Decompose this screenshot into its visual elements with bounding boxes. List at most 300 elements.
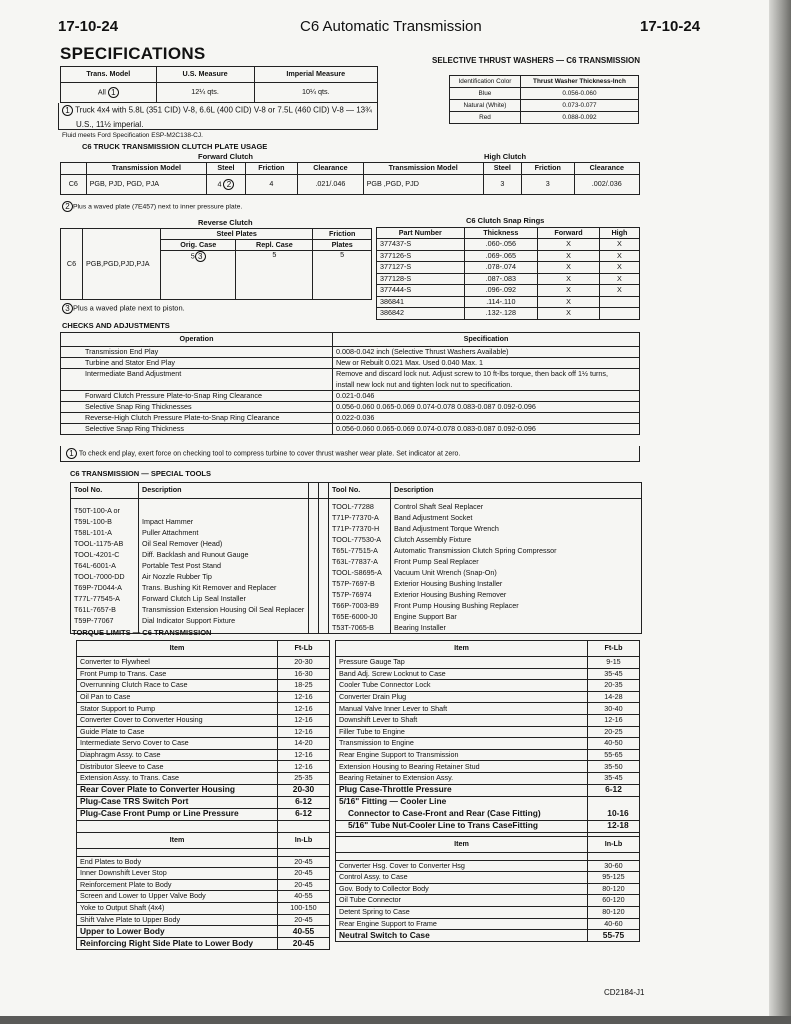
tool-description: Portable Test Post Stand — [142, 561, 221, 570]
torque-row — [77, 726, 330, 738]
torque-row — [77, 761, 330, 773]
torque-row — [336, 680, 640, 692]
spacer-row — [77, 848, 330, 856]
col-us-measure: U.S. Measure — [156, 67, 254, 83]
torque-row — [336, 906, 640, 918]
snap-ring-table — [376, 227, 640, 320]
tool-number: T59P-77067 — [74, 616, 114, 625]
forward-mark: X — [538, 239, 600, 251]
tool-number: T63L-77837-A — [332, 557, 378, 566]
torque-row — [336, 860, 640, 872]
tool-description: Clutch Assembly Fixture — [394, 535, 472, 544]
page-title: SPECIFICATIONS — [60, 44, 206, 63]
torque-right-table — [335, 640, 640, 942]
col-item: Item — [77, 641, 278, 657]
torque-item: Downshift Lever to Shaft — [336, 714, 588, 726]
high-mark: X — [599, 250, 639, 262]
torque-row — [77, 738, 330, 750]
operation-text — [61, 380, 333, 391]
tool-number: T77L-77545-A — [74, 594, 120, 603]
torque-row-bold — [77, 926, 330, 938]
torque-value: 10-16 — [588, 808, 640, 820]
col-unit: Ft-Lb — [588, 641, 640, 657]
model-list: PGB ,PGD, PJD — [363, 175, 483, 195]
special-tools-title: C6 TRANSMISSION — SPECIAL TOOLS — [70, 469, 211, 478]
tool-number: T61L-7657-B — [74, 605, 116, 614]
col-trans-model: Trans. Model — [61, 67, 157, 83]
torque-item: Oil Tube Connector — [336, 895, 588, 907]
torque-row — [336, 895, 640, 907]
tool-number: TOOL-7000-DD — [74, 572, 125, 581]
tool-description: Front Pump Housing Bushing Replacer — [394, 601, 519, 610]
spacer-cell — [77, 820, 278, 832]
torque-item: Screen and Lower to Upper Valve Body — [77, 891, 278, 903]
torque-item: Bearing Retainer to Extension Assy. — [336, 772, 588, 784]
footnote-marker: 2 — [62, 201, 73, 212]
plates-header: Plates — [313, 240, 372, 251]
col-unit: In-Lb — [278, 832, 330, 848]
torque-header-row — [336, 836, 640, 852]
torque-value: 6-12 — [278, 808, 330, 820]
tool-description: Exterior Housing Bushing Installer — [394, 579, 503, 588]
reverse-model-list: PGB,PGD,PJD,PJA — [83, 229, 161, 300]
clutch-plate-table — [60, 162, 640, 195]
washer-color: Red — [450, 112, 521, 124]
checks-note — [66, 448, 460, 459]
tool-description: Impact Hammer — [142, 517, 194, 526]
snap-ring-row — [377, 262, 640, 274]
torque-item: Neutral Switch to Case — [336, 930, 588, 942]
washer-thickness: 0.056-0.060 — [520, 88, 638, 100]
tool-number: TOOL-77530-A — [332, 535, 382, 544]
torque-value: 12-16 — [278, 726, 330, 738]
torque-value: 55-75 — [588, 930, 640, 942]
part-number: 386841 — [377, 296, 465, 308]
torque-value: 12-16 — [278, 761, 330, 773]
special-tools-table — [70, 482, 642, 634]
high-mark: X — [599, 273, 639, 285]
thrust-washer-table — [449, 75, 639, 124]
washer-color: Natural (White) — [450, 100, 521, 112]
check-row — [61, 380, 640, 391]
part-number: 377126-S — [377, 250, 465, 262]
torque-item: Band Adj. Screw Locknut to Case — [336, 668, 588, 680]
col-clearance: Clearance — [574, 163, 639, 175]
torque-value: 80-120 — [588, 883, 640, 895]
torque-value: 9-15 — [588, 657, 640, 669]
torque-row-bold — [77, 784, 330, 796]
tool-description: Engine Support Bar — [394, 612, 457, 621]
torque-item: Pressure Gauge Tap — [336, 657, 588, 669]
torque-value: 40-50 — [588, 738, 640, 750]
torque-row — [77, 772, 330, 784]
torque-item: Rear Engine Support to Transmission — [336, 749, 588, 761]
torque-value: 95-125 — [588, 872, 640, 884]
tool-number: TOOL-S8695-A — [332, 568, 382, 577]
torque-item: Reinforcing Right Side Plate to Lower Body — [77, 938, 278, 950]
tools-right-descriptions — [391, 499, 642, 634]
operation-text: Turbine and Stator End Play — [61, 358, 333, 369]
tool-description: Vacuum Unit Wrench (Snap-On) — [394, 568, 497, 577]
friction-count: 4 — [245, 175, 298, 195]
torque-value: 12-16 — [278, 749, 330, 761]
figure-code: CD2184-J1 — [604, 988, 645, 997]
col-friction: Friction — [245, 163, 298, 175]
note-2 — [62, 201, 242, 212]
washer-thickness: 0.073-0.077 — [520, 100, 638, 112]
check-row — [61, 413, 640, 424]
torque-row — [77, 749, 330, 761]
tool-number: TOOL-4201-C — [74, 550, 120, 559]
page-header-title: C6 Automatic Transmission — [300, 18, 482, 35]
operation-text: Selective Snap Ring Thicknesses — [61, 402, 333, 413]
col-tool-no: Tool No. — [329, 483, 391, 499]
footnote-marker: 3 — [195, 251, 206, 262]
torque-value: 30-60 — [588, 860, 640, 872]
tool-number: T50T-100-A or — [74, 506, 120, 515]
page-binding-edge — [769, 0, 791, 1024]
tool-number: T66P-7003-B9 — [332, 601, 379, 610]
tool-number: T65E-6000-J0 — [332, 612, 378, 621]
torque-item: Transmission to Engine — [336, 738, 588, 750]
specification-text: install new lock nut and tighten lock nut to specification. — [333, 380, 640, 391]
check-row — [61, 369, 640, 380]
trans-model-cell — [61, 83, 157, 103]
torque-item: 5/16" Fitting — Cooler Line — [336, 796, 588, 808]
snap-ring-row — [377, 250, 640, 262]
torque-item: Converter to Flywheel — [77, 657, 278, 669]
col-forward: Forward — [538, 228, 600, 239]
torque-value: 40-55 — [278, 891, 330, 903]
col-transmission-model: Transmission Model — [86, 163, 207, 175]
torque-row — [336, 749, 640, 761]
footnote-marker: 1 — [62, 105, 73, 116]
torque-value: 14-28 — [588, 691, 640, 703]
note-3 — [62, 303, 185, 314]
snap-ring-row — [377, 273, 640, 285]
torque-item: Manual Valve Inner Lever to Shaft — [336, 703, 588, 715]
tool-description: Forward Clutch Lip Seal Installer — [142, 594, 246, 603]
torque-row — [77, 879, 330, 891]
operation-text: Forward Clutch Pressure Plate-to-Snap Ring Clearance — [61, 391, 333, 402]
torque-value: 20-30 — [278, 784, 330, 796]
reverse-model-code: C6 — [61, 229, 83, 300]
operation-text: Intermediate Band Adjustment — [61, 369, 333, 380]
torque-item: Connector to Case-Front and Rear (Case Fitting) — [336, 808, 588, 820]
col-part-number: Part Number — [377, 228, 465, 239]
spacer-cell — [336, 852, 588, 860]
note-2-text: Plus a waved plate (7E457) next to inner pressure plate. — [73, 203, 243, 211]
repl-case-header: Repl. Case — [236, 240, 313, 251]
clutch-plate-title: C6 TRUCK TRANSMISSION CLUTCH PLATE USAGE — [82, 142, 268, 151]
tool-number: T58L-101-A — [74, 528, 112, 537]
torque-title: TORQUE LIMITS — C6 TRANSMISSION — [72, 628, 212, 637]
operation-text: Reverse-High Clutch Pressure Plate-to-Snap Ring Clearance — [61, 413, 333, 424]
torque-row — [77, 856, 330, 868]
tool-description: Band Adjustment Socket — [394, 513, 473, 522]
check-row — [61, 391, 640, 402]
torque-item: Gov. Body to Collector Body — [336, 883, 588, 895]
torque-row — [336, 691, 640, 703]
torque-item: Rear Engine Support to Frame — [336, 918, 588, 930]
steel-plates-header: Steel Plates — [161, 229, 313, 240]
torque-row — [77, 902, 330, 914]
torque-item: Yoke to Output Shaft (4x4) — [77, 902, 278, 914]
torque-header-row — [336, 641, 640, 657]
footnote-marker: 3 — [62, 303, 73, 314]
footnote-marker: 1 — [66, 448, 77, 459]
col-steel: Steel — [207, 163, 245, 175]
specification-text: New or Rebuilt 0.021 Max. Used 0.040 Max. 1 — [333, 358, 640, 369]
orig-case-header: Orig. Case — [161, 240, 236, 251]
friction-count: 3 — [521, 175, 574, 195]
torque-item: Extension Assy. to Trans. Case — [77, 772, 278, 784]
torque-item: Cooler Tube Connector Lock — [336, 680, 588, 692]
torque-item: Converter Hsg. Cover to Converter Hsg — [336, 860, 588, 872]
snap-ring-row — [377, 296, 640, 308]
friction-plates-value: 5 — [313, 251, 372, 300]
operation-text: Selective Snap Ring Thickness — [61, 424, 333, 435]
torque-item: Reinforcement Plate to Body — [77, 879, 278, 891]
torque-item: Plug Case-Throttle Pressure — [336, 784, 588, 796]
col-item: Item — [336, 641, 588, 657]
col-specification: Specification — [333, 333, 640, 347]
torque-value: 14-20 — [278, 738, 330, 750]
torque-item: Rear Cover Plate to Converter Housing — [77, 784, 278, 796]
tool-description: Oil Seal Remover (Head) — [142, 539, 223, 548]
torque-item: Inner Downshift Lever Stop — [77, 868, 278, 880]
torque-item: Front Pump to Trans. Case — [77, 668, 278, 680]
forward-clutch-label: Forward Clutch — [198, 152, 254, 161]
tool-number: TOOL-77288 — [332, 502, 374, 511]
high-mark — [599, 296, 639, 308]
tool-description: Exterior Housing Bushing Remover — [394, 590, 507, 599]
checks-title: CHECKS AND ADJUSTMENTS — [62, 321, 170, 330]
check-row — [61, 402, 640, 413]
torque-value: 20-45 — [278, 856, 330, 868]
tool-number: T69P-7D044-A — [74, 583, 122, 592]
tool-number: T71P-77370-H — [332, 524, 380, 533]
ring-thickness: .060-.056 — [464, 239, 538, 251]
ring-thickness: .078-.074 — [464, 262, 538, 274]
part-number: 377437-S — [377, 239, 465, 251]
spacer-cell — [278, 820, 330, 832]
us-measure-cell: 12¼ qts. — [156, 83, 254, 103]
forward-mark: X — [538, 285, 600, 297]
check-row — [61, 347, 640, 358]
spacer-cell — [588, 852, 640, 860]
checks-note-text: To check end play, exert force on checking tool to compress turbine to cover thrust washer wear plate. Set indicator at zero. — [78, 450, 461, 458]
truck-note-text: Truck 4x4 with 5.8L (351 CID) V-8, 6.6L (400 CID) V-8 or 7.5L (460 CID) V-8 — 13¾ — [75, 105, 372, 115]
torque-value: 25-35 — [278, 772, 330, 784]
tool-description: Diff. Backlash and Runout Gauge — [142, 550, 249, 559]
torque-item: Plug-Case Front Pump or Line Pressure — [77, 808, 278, 820]
specification-text: 0.056-0.060 0.065-0.069 0.074-0.078 0.083-0.087 0.092-0.096 — [333, 424, 640, 435]
spacer-cell — [77, 848, 278, 856]
torque-row-bold — [336, 784, 640, 796]
torque-value: 20-25 — [588, 726, 640, 738]
checks-table — [60, 332, 640, 435]
footnote-marker: 2 — [223, 179, 234, 190]
trans-model-value: All — [97, 87, 106, 97]
torque-value: 35-45 — [588, 772, 640, 784]
part-number: 377127-S — [377, 262, 465, 274]
col-description: Description — [391, 483, 642, 499]
torque-row — [77, 703, 330, 715]
imperial-measure-cell: 10¼ qts. — [254, 83, 377, 103]
torque-item: Shift Valve Plate to Upper Body — [77, 914, 278, 926]
tool-description: Transmission Extension Housing Oil Seal Replacer — [142, 605, 305, 614]
torque-row — [336, 714, 640, 726]
tool-number: T64L-6001-A — [74, 561, 116, 570]
tool-description: Front Pump Seal Replacer — [394, 557, 479, 566]
col-high: High — [599, 228, 639, 239]
snap-ring-row — [377, 239, 640, 251]
steel-value: 4 — [217, 179, 222, 189]
snap-rings-title: C6 Clutch Snap Rings — [466, 216, 545, 225]
tool-number: T65L-77515-A — [332, 546, 378, 555]
torque-value: 20-30 — [278, 657, 330, 669]
clearance-value: .021/.046 — [298, 175, 363, 195]
forward-mark: X — [538, 296, 600, 308]
torque-row — [77, 680, 330, 692]
tool-number: T57P-76974 — [332, 590, 372, 599]
high-mark: X — [599, 239, 639, 251]
tool-number: T57P-7697-B — [332, 579, 375, 588]
tool-description: Trans. Bushing Kit Remover and Replacer — [142, 583, 277, 592]
torque-value — [588, 796, 640, 808]
torque-value: 35-45 — [588, 668, 640, 680]
specification-text: Remove and discard lock nut. Adjust screw to 10 ft-lbs torque, then back off 1½ turns, — [333, 369, 640, 380]
tool-number: T59L-100-B — [74, 517, 112, 526]
tool-description: Automatic Transmission Clutch Spring Compressor — [394, 546, 557, 555]
repl-case-value: 5 — [236, 251, 313, 300]
tools-left-numbers — [71, 499, 139, 634]
specification-text: 0.056-0.060 0.065-0.069 0.074-0.078 0.083-0.087 0.092-0.096 — [333, 402, 640, 413]
torque-value: 60-120 — [588, 895, 640, 907]
torque-row — [77, 668, 330, 680]
tool-number: T53T-7065-B — [332, 623, 374, 632]
friction-header: Friction — [313, 229, 372, 240]
torque-row — [336, 872, 640, 884]
torque-value: 16-30 — [278, 668, 330, 680]
torque-row-bold — [77, 796, 330, 808]
torque-item: End Plates to Body — [77, 856, 278, 868]
truck-note — [62, 105, 372, 116]
ring-thickness: .096-.092 — [464, 285, 538, 297]
torque-row — [77, 891, 330, 903]
torque-value: 100-150 — [278, 902, 330, 914]
torque-row — [336, 738, 640, 750]
col-thickness: Thickness — [464, 228, 538, 239]
torque-item: 5/16" Tube Nut-Cooler Line to Trans CaseFitting — [336, 820, 588, 832]
col-friction: Friction — [521, 163, 574, 175]
page-number-right: 17-10-24 — [640, 18, 701, 35]
torque-item: Stator Support to Pump — [77, 703, 278, 715]
forward-mark: X — [538, 262, 600, 274]
col-clearance: Clearance — [298, 163, 363, 175]
washer-thickness: 0.088-0.092 — [520, 112, 638, 124]
torque-value: 20-45 — [278, 868, 330, 880]
tool-description — [142, 505, 305, 516]
torque-value: 12-16 — [278, 691, 330, 703]
torque-row — [77, 714, 330, 726]
torque-value: 6-12 — [588, 784, 640, 796]
torque-row-bold — [336, 796, 640, 808]
torque-value: 20-45 — [278, 938, 330, 950]
torque-item: Filler Tube to Engine — [336, 726, 588, 738]
orig-case-value — [161, 251, 236, 300]
tool-description: Bearing Installer — [394, 623, 446, 632]
torque-item: Converter Cover to Converter Housing — [77, 714, 278, 726]
torque-item: Guide Plate to Case — [77, 726, 278, 738]
high-mark: X — [599, 285, 639, 297]
torque-row — [336, 918, 640, 930]
washer-color: Blue — [450, 88, 521, 100]
col-description: Description — [139, 483, 309, 499]
torque-value: 18-25 — [278, 680, 330, 692]
operation-text: Transmission End Play — [61, 347, 333, 358]
steel-count — [207, 175, 245, 195]
torque-item: Oil Pan to Case — [77, 691, 278, 703]
high-clutch-label: High Clutch — [484, 152, 527, 161]
tool-description: Control Shaft Seal Replacer — [394, 502, 484, 511]
spacer-cell — [278, 848, 330, 856]
tools-right-numbers — [329, 499, 391, 634]
model-list: PGB, PJD, PGD, PJA — [86, 175, 207, 195]
col-tool-no: Tool No. — [71, 483, 139, 499]
spacer-row — [336, 852, 640, 860]
torque-item: Overrunning Clutch Race to Case — [77, 680, 278, 692]
torque-item: Detent Spring to Case — [336, 906, 588, 918]
torque-row-bold — [77, 808, 330, 820]
torque-row-bold — [336, 808, 640, 820]
col-id-color: Identification Color — [450, 76, 521, 88]
ring-thickness: .069-.065 — [464, 250, 538, 262]
col-unit: Ft-Lb — [278, 641, 330, 657]
col-steel: Steel — [483, 163, 521, 175]
torque-value: 55-65 — [588, 749, 640, 761]
tools-left-descriptions — [139, 499, 309, 634]
torque-value: 12-16 — [588, 714, 640, 726]
tool-description: Puller Attachment — [142, 528, 199, 537]
thrust-washer-title: SELECTIVE THRUST WASHERS — C6 TRANSMISSION — [432, 56, 641, 65]
check-row — [61, 358, 640, 369]
high-mark: X — [599, 262, 639, 274]
reverse-clutch-title: Reverse Clutch — [198, 218, 253, 227]
tool-number: TOOL-1175-AB — [74, 539, 124, 548]
torque-item: Upper to Lower Body — [77, 926, 278, 938]
fluid-capacity-table — [60, 66, 378, 103]
page-bottom-edge — [0, 1016, 791, 1024]
snap-ring-row — [377, 308, 640, 320]
torque-value: 12-16 — [278, 703, 330, 715]
col-item: Item — [336, 836, 588, 852]
ring-thickness: .114-.110 — [464, 296, 538, 308]
truck-note-continued: U.S., 11½ imperial. — [76, 120, 144, 129]
torque-value: 40-55 — [278, 926, 330, 938]
col-imperial-measure: Imperial Measure — [254, 67, 377, 83]
torque-item: Converter Drain Plug — [336, 691, 588, 703]
specification-text: 0.022-0.036 — [333, 413, 640, 424]
tool-description: Band Adjustment Torque Wrench — [394, 524, 499, 533]
col-item: Item — [77, 832, 278, 848]
torque-row — [336, 703, 640, 715]
torque-row-bold — [336, 820, 640, 832]
clearance-value: .002/.036 — [574, 175, 639, 195]
torque-row — [336, 726, 640, 738]
forward-mark: X — [538, 250, 600, 262]
